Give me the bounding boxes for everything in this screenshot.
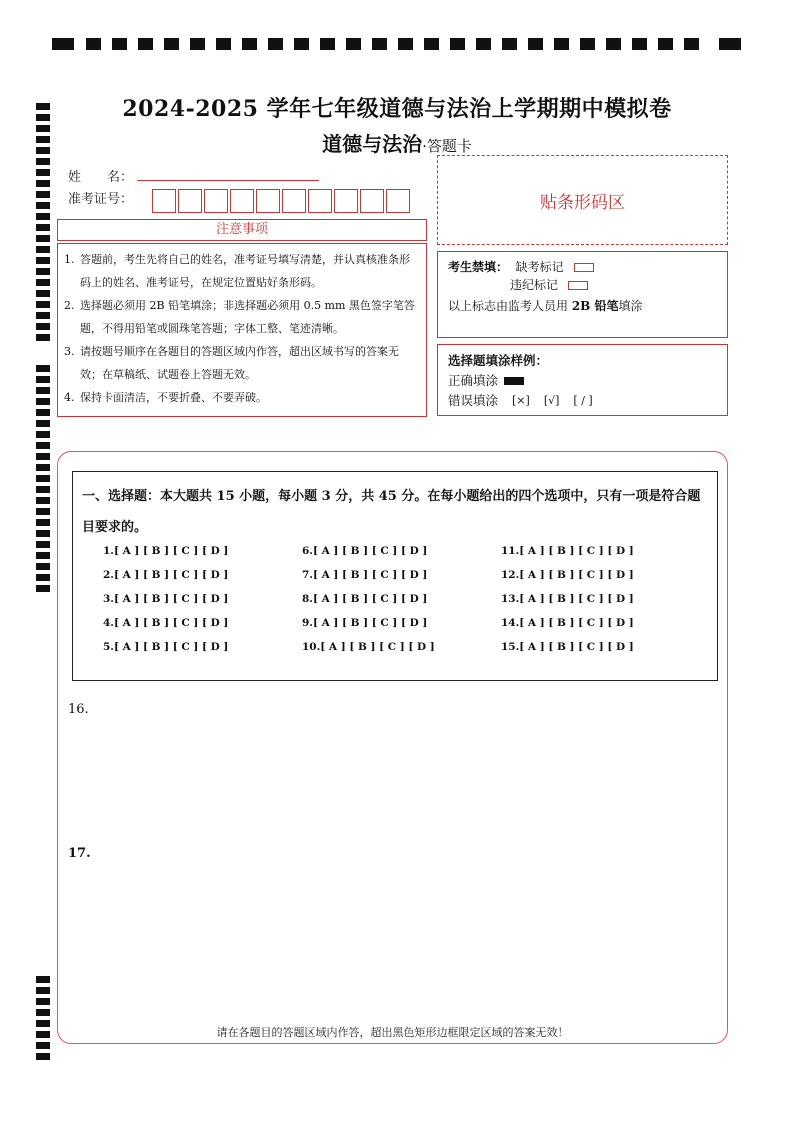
timing-mark — [36, 301, 50, 308]
timing-mark — [36, 312, 50, 319]
forbid-note: 以上标志由监考人员用 2B 铅笔填涂 — [448, 299, 643, 313]
wrong-mark: [ / ] — [573, 394, 593, 407]
id-digit-box[interactable] — [152, 189, 176, 213]
timing-mark — [36, 442, 50, 449]
page-subtitle — [0, 128, 794, 157]
choice-question-15[interactable]: 15.[ A ] [ B ] [ C ] [ D ] — [501, 641, 634, 653]
choice-question-1[interactable]: 1.[ A ] [ B ] [ C ] [ D ] — [103, 545, 229, 557]
barcode-area — [437, 155, 728, 245]
timing-mark — [268, 38, 283, 50]
timing-mark — [36, 420, 50, 427]
timing-mark — [36, 1031, 50, 1038]
choice-question-11[interactable]: 11.[ A ] [ B ] [ C ] [ D ] — [501, 545, 634, 557]
timing-mark — [242, 38, 257, 50]
timing-mark — [36, 563, 50, 570]
choice-question-3[interactable]: 3.[ A ] [ B ] [ C ] [ D ] — [103, 593, 229, 605]
name-label: 姓 名： — [68, 170, 134, 185]
timing-mark — [450, 38, 465, 50]
fill-sample-box — [437, 344, 728, 416]
question-16-answer-area[interactable] — [70, 722, 720, 837]
choice-question-2[interactable]: 2.[ A ] [ B ] [ C ] [ D ] — [103, 569, 229, 581]
choice-question-10[interactable]: 10.[ A ] [ B ] [ C ] [ D ] — [302, 641, 435, 653]
id-digit-box[interactable] — [230, 189, 254, 213]
timing-mark — [36, 224, 50, 231]
question-17-label: 17. — [68, 846, 91, 861]
timing-mark — [36, 998, 50, 1005]
notice-item: 1. 答题前，考生先将自己的姓名，准考证号填写清楚，并认真核准条形码上的姓名、准考证号，在规定位置贴好条形码。 — [64, 253, 410, 289]
choice-question-8[interactable]: 8.[ A ] [ B ] [ C ] [ D ] — [302, 593, 428, 605]
timing-mark — [36, 497, 50, 504]
timing-mark — [398, 38, 413, 50]
notice-heading: 注意事项 — [57, 219, 427, 241]
timing-mark — [216, 38, 231, 50]
footer-note: 请在各题目的答题区域内作答，超出黑色矩形边框限定区域的答案无效！ — [216, 1026, 569, 1039]
timing-mark — [502, 38, 517, 50]
id-digit-box[interactable] — [360, 189, 384, 213]
timing-mark — [36, 486, 50, 493]
timing-mark — [36, 541, 50, 548]
timing-mark — [36, 279, 50, 286]
timing-mark — [658, 38, 673, 50]
timing-mark — [36, 180, 50, 187]
timing-mark — [36, 519, 50, 526]
timing-mark — [36, 213, 50, 220]
id-digit-box[interactable] — [334, 189, 358, 213]
timing-mark — [86, 38, 101, 50]
filled-mark-sample — [504, 377, 524, 385]
timing-mark — [632, 38, 647, 50]
timing-mark — [36, 508, 50, 515]
timing-mark — [424, 38, 439, 50]
timing-mark — [36, 1020, 50, 1027]
timing-mark — [36, 530, 50, 537]
correct-label: 正确填涂 — [448, 373, 499, 388]
timing-mark — [36, 552, 50, 559]
id-digit-box[interactable] — [282, 189, 306, 213]
timing-mark — [164, 38, 179, 50]
choice-question-14[interactable]: 14.[ A ] [ B ] [ C ] [ D ] — [501, 617, 634, 629]
timing-mark — [476, 38, 491, 50]
timing-mark — [36, 409, 50, 416]
absent-checkbox[interactable] — [574, 263, 594, 272]
choice-question-5[interactable]: 5.[ A ] [ B ] [ C ] [ D ] — [103, 641, 229, 653]
notice-item: 4. 保持卡面清洁，不要折叠、不要弄破。 — [64, 391, 267, 404]
violation-checkbox[interactable] — [568, 281, 588, 290]
choice-question-12[interactable]: 12.[ A ] [ B ] [ C ] [ D ] — [501, 569, 634, 581]
question-16-label: 16. — [68, 702, 89, 717]
timing-mark — [36, 976, 50, 983]
id-digit-box[interactable] — [178, 189, 202, 213]
timing-mark — [36, 431, 50, 438]
timing-mark — [36, 987, 50, 994]
question-17-answer-area[interactable] — [70, 866, 720, 1016]
timing-mark — [719, 38, 741, 50]
timing-mark — [606, 38, 621, 50]
name-field[interactable] — [137, 180, 319, 181]
timing-mark — [36, 323, 50, 330]
timing-mark — [36, 585, 50, 592]
notice-item: 3. 请按题号顺序在各题目的答题区域内作答，超出区域书写的答案无效；在草稿纸、试题卷上答题无效。 — [64, 345, 399, 381]
timing-mark — [36, 290, 50, 297]
id-digit-box[interactable] — [256, 189, 280, 213]
timing-mark — [36, 334, 50, 341]
timing-mark — [36, 268, 50, 275]
timing-mark — [36, 202, 50, 209]
choice-question-9[interactable]: 9.[ A ] [ B ] [ C ] [ D ] — [302, 617, 428, 629]
subtitle-main: 道德与法治 — [322, 132, 423, 156]
timing-mark — [36, 453, 50, 460]
timing-mark — [36, 246, 50, 253]
timing-mark — [36, 464, 50, 471]
id-digit-box[interactable] — [386, 189, 410, 213]
sample-title: 选择题填涂样例： — [448, 353, 549, 368]
timing-mark — [36, 169, 50, 176]
timing-mark — [36, 365, 50, 372]
timing-mark — [36, 398, 50, 405]
timing-mark — [684, 38, 699, 50]
timing-mark — [554, 38, 569, 50]
section1-title: 一、选择题：本大题共 15 小题，每小题 3 分，共 45 分。在每小题给出的四个选项中，只有一项是符合题目要求的。 — [82, 489, 701, 535]
id-number-boxes[interactable] — [152, 189, 412, 213]
timing-mark — [190, 38, 205, 50]
id-label: 准考证号： — [68, 192, 134, 207]
wrong-mark: [×] — [512, 394, 530, 407]
timing-mark — [528, 38, 543, 50]
timing-mark — [320, 38, 335, 50]
timing-mark — [36, 376, 50, 383]
wrong-label: 错误填涂 — [448, 393, 499, 408]
timing-mark — [52, 38, 74, 50]
wrong-mark: [√] — [543, 394, 560, 407]
proctor-box — [437, 251, 728, 338]
subtitle-small: ·答题卡 — [422, 137, 472, 155]
notice-list — [57, 243, 427, 417]
timing-mark — [36, 1009, 50, 1016]
violation-label: 违纪标记 — [510, 278, 559, 292]
timing-mark — [294, 38, 309, 50]
timing-mark — [138, 38, 153, 50]
timing-mark — [36, 387, 50, 394]
id-digit-box[interactable] — [308, 189, 332, 213]
timing-mark — [36, 158, 50, 165]
choice-question-4[interactable]: 4.[ A ] [ B ] [ C ] [ D ] — [103, 617, 229, 629]
timing-mark — [372, 38, 387, 50]
timing-mark — [36, 475, 50, 482]
timing-mark — [346, 38, 361, 50]
timing-mark — [580, 38, 595, 50]
choice-question-7[interactable]: 7.[ A ] [ B ] [ C ] [ D ] — [302, 569, 428, 581]
timing-mark — [36, 235, 50, 242]
page-title: 2024-2025 学年七年级道德与法治上学期期中模拟卷 — [122, 96, 672, 122]
choice-question-6[interactable]: 6.[ A ] [ B ] [ C ] [ D ] — [302, 545, 428, 557]
forbid-label: 考生禁填： — [448, 260, 509, 274]
timing-mark — [112, 38, 127, 50]
barcode-label: 贴条形码区 — [540, 192, 625, 213]
id-digit-box[interactable] — [204, 189, 228, 213]
timing-mark — [36, 1053, 50, 1060]
absent-label: 缺考标记 — [515, 260, 564, 274]
notice-item: 2. 选择题必须用 2B 铅笔填涂；非选择题必须用 0.5 mm 黑色签字笔答题，不得用铅笔或圆珠笔答题；字体工整、笔迹清晰。 — [64, 299, 415, 335]
timing-mark — [36, 257, 50, 264]
timing-mark — [36, 1042, 50, 1049]
timing-mark — [36, 574, 50, 581]
choice-question-13[interactable]: 13.[ A ] [ B ] [ C ] [ D ] — [501, 593, 634, 605]
timing-mark — [36, 191, 50, 198]
